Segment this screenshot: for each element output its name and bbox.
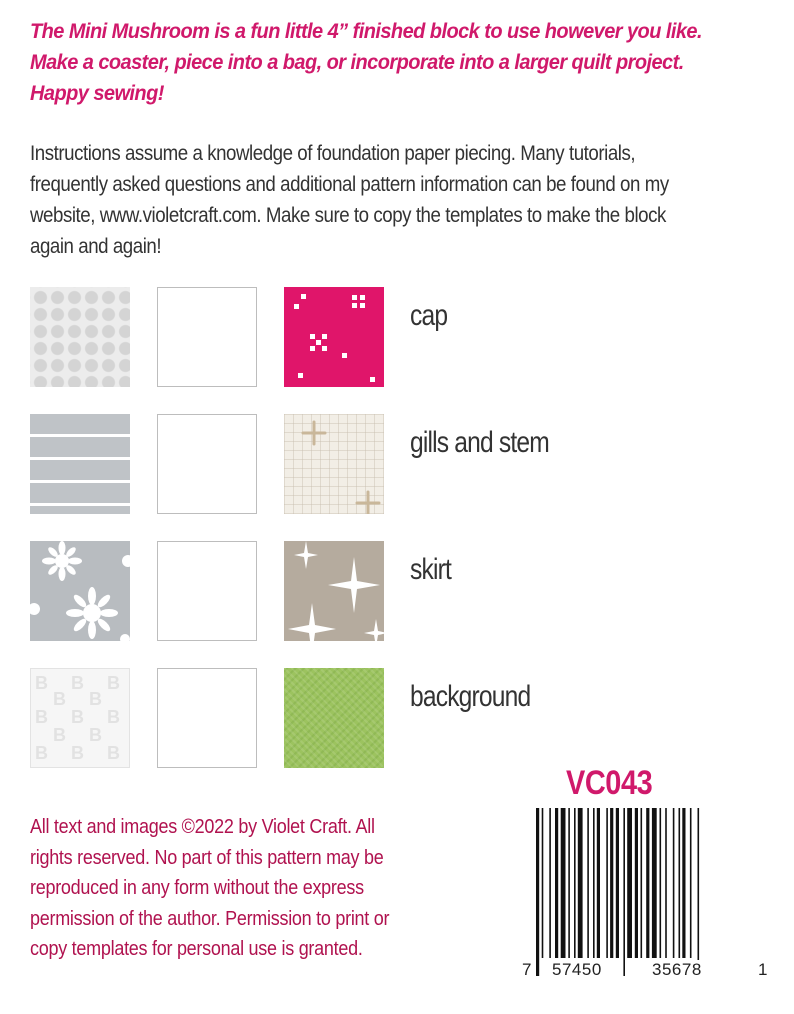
barcode-digit-left: 7 — [522, 960, 532, 979]
fabric-swatch-grey-flowers — [30, 541, 130, 641]
barcode-bar — [561, 808, 566, 958]
barcode-bar — [568, 808, 570, 958]
fabric-swatch-blank — [157, 541, 257, 641]
fabric-label: background — [410, 680, 531, 713]
copyright-line: rights reserved. No part of this pattern may be — [30, 846, 384, 869]
copyright-line: copy templates for personal use is granted. — [30, 938, 363, 960]
instructions-line: website, www.violetcraft.com. Make sure to copy the templates to make the block — [30, 204, 666, 227]
instructions-line: frequently asked questions and additional pattern information can be found on my — [30, 173, 669, 196]
copyright-line: permission of the author. Permission to print or — [30, 907, 390, 930]
barcode-bar — [660, 808, 662, 958]
barcode-bar — [641, 808, 643, 958]
instructions-text — [30, 138, 706, 262]
svg-text:B: B — [53, 689, 66, 709]
barcode-bar — [555, 808, 558, 958]
barcode-bar — [587, 808, 589, 958]
fabric-label: cap — [410, 299, 448, 332]
instructions-line: again and again! — [30, 235, 162, 258]
barcode-bar — [616, 808, 619, 958]
intro-line: Make a coaster, piece into a bag, or incorporate into a larger quilt project. — [30, 50, 684, 74]
fabric-row-cap — [30, 287, 730, 389]
barcode-bar — [536, 808, 539, 976]
fabric-swatch-stripes — [30, 414, 130, 514]
svg-text:B: B — [71, 673, 84, 693]
copyright-line: reproduced in any form without the express — [30, 877, 364, 899]
barcode-bar — [623, 808, 625, 976]
svg-text:B: B — [71, 707, 84, 727]
barcode-group-left: 57450 — [552, 960, 602, 979]
fabric-label: skirt — [410, 553, 451, 586]
svg-text:B: B — [107, 743, 120, 763]
fabric-swatch-green-linen — [284, 668, 384, 768]
barcode-bar — [646, 808, 649, 958]
copyright-notice — [30, 812, 453, 965]
copyright-line: All text and images ©2022 by Violet Craft. All — [30, 816, 375, 838]
svg-text:B: B — [71, 743, 84, 763]
barcode-bar — [610, 808, 613, 958]
svg-text:B: B — [35, 743, 48, 763]
svg-text:B: B — [89, 725, 102, 745]
svg-text:B: B — [35, 673, 48, 693]
intro-line: The Mini Mushroom is a fun little 4” finished block to use however you like. — [30, 19, 702, 43]
svg-text:B: B — [89, 689, 102, 709]
fabric-label: gills and stem — [410, 426, 549, 459]
barcode-bar — [606, 808, 608, 958]
fabric-swatch-cream-grid — [284, 414, 384, 514]
fabric-row-gills-and-stem — [30, 414, 730, 516]
barcode-bar — [698, 808, 700, 976]
instructions-line: Instructions assume a knowledge of foundation paper piecing. Many tutorials, — [30, 142, 636, 165]
barcode-bar — [597, 808, 600, 958]
barcode-bar — [578, 808, 583, 958]
svg-text:B: B — [107, 673, 120, 693]
barcode-bar — [574, 808, 576, 958]
svg-text:B: B — [35, 707, 48, 727]
barcode-bar — [635, 808, 638, 958]
barcode-bar — [690, 808, 692, 958]
fabric-swatch-blank — [157, 668, 257, 768]
svg-text:B: B — [53, 725, 66, 745]
fabric-row-background — [30, 668, 730, 770]
product-code: VC043 — [566, 764, 653, 802]
barcode-bar — [542, 808, 544, 958]
fabric-swatch-blank — [157, 414, 257, 514]
intro-line: Happy sewing! — [30, 81, 164, 105]
barcode-bar — [593, 808, 595, 958]
fabric-row-skirt — [30, 541, 730, 643]
barcode-bar — [627, 808, 632, 958]
fabric-swatch-letter-print — [30, 668, 130, 768]
barcode-bar — [682, 808, 685, 958]
fabric-swatch-dots — [30, 287, 130, 387]
fabric-swatch-blank — [157, 287, 257, 387]
barcode-bar — [549, 808, 551, 958]
barcode-bar — [679, 808, 681, 958]
barcode-bar — [673, 808, 675, 958]
barcode — [520, 808, 770, 988]
svg-text:B: B — [107, 707, 120, 727]
barcode-digit-right: 1 — [758, 960, 768, 979]
barcode-bar — [652, 808, 657, 958]
fabric-swatch-pink — [284, 287, 384, 387]
barcode-group-right: 35678 — [652, 960, 702, 979]
fabric-swatch-taupe-stars — [284, 541, 384, 641]
barcode-bar — [665, 808, 667, 958]
intro-text — [30, 16, 718, 109]
